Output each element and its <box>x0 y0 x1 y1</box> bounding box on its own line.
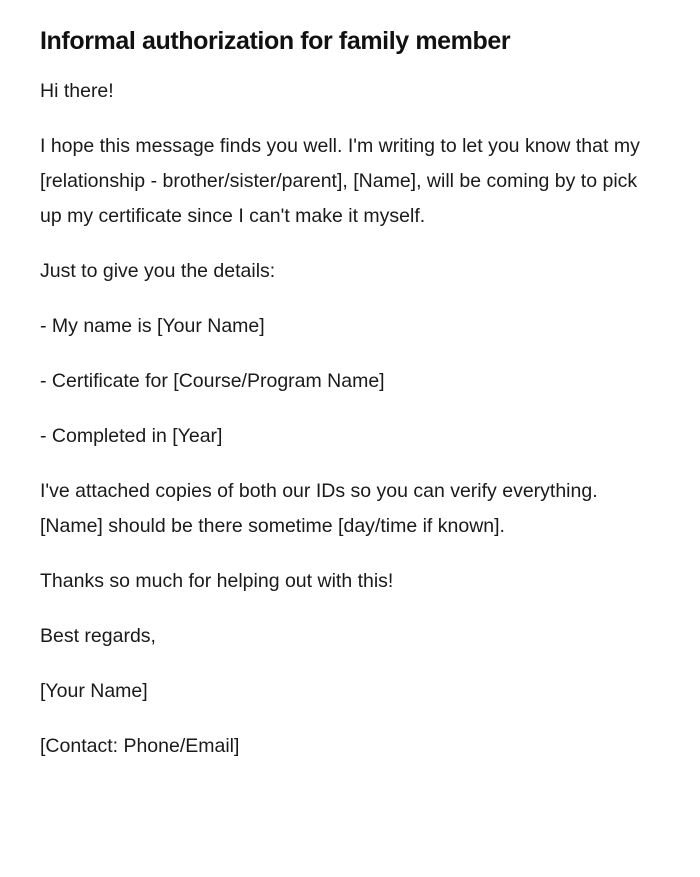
details-lead: Just to give you the details: <box>40 260 276 282</box>
detail-item-certificate: - Certificate for [Course/Program Name] <box>40 370 385 392</box>
greeting: Hi there! <box>40 80 114 102</box>
detail-item-year: - Completed in [Year] <box>40 425 223 447</box>
detail-item-name: - My name is [Your Name] <box>40 315 265 337</box>
signature-contact: [Contact: Phone/Email] <box>40 735 240 757</box>
attachment-paragraph: I've attached copies of both our IDs so you can verify everything. [Name] should be there sometime [day/time if known]. <box>40 480 598 537</box>
intro-paragraph: I hope this message finds you well. I'm writing to let you know that my [relationship - brother/sister/parent], [Name], will be coming by to pick up my certificate since I can't make it myself. <box>40 135 640 227</box>
document-title: Informal authorization for family member <box>40 27 511 55</box>
thanks-line: Thanks so much for helping out with this! <box>40 570 394 592</box>
signature-name: [Your Name] <box>40 680 148 702</box>
closing-line: Best regards, <box>40 625 156 647</box>
